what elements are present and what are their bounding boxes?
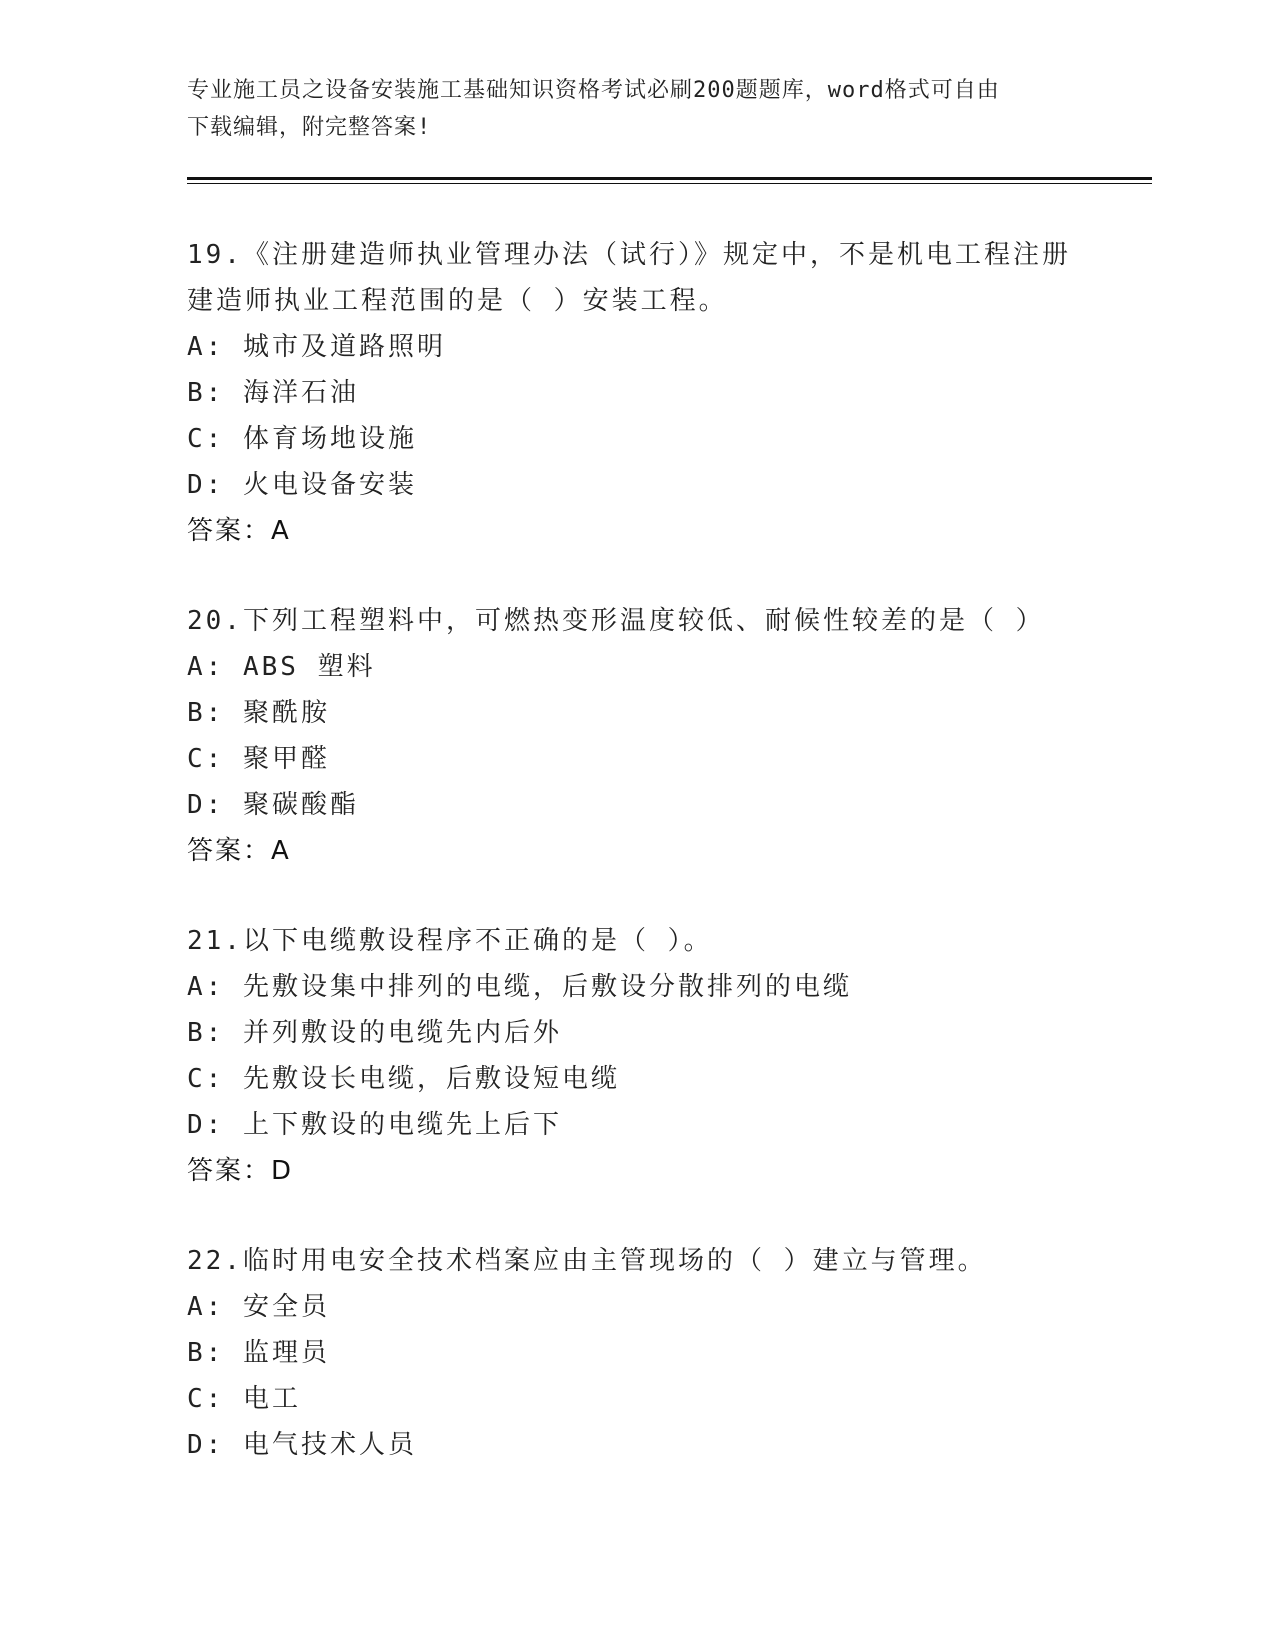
question-stem: 22.临时用电安全技术档案应由主管现场的（ ）建立与管理。 [187, 1246, 987, 1276]
option-b: B: 监理员 [187, 1338, 330, 1368]
option-b: B: 并列敷设的电缆先内后外 [187, 1018, 562, 1048]
option-a: A: 安全员 [187, 1292, 330, 1322]
option-d: D: 电气技术人员 [187, 1430, 417, 1460]
option-c: C: 先敷设长电缆，后敷设短电缆 [187, 1064, 620, 1094]
answer-label: 答案：A [187, 836, 291, 866]
question-stem: 21.以下电缆敷设程序不正确的是（ ）。 [187, 926, 713, 956]
question-stem-continued: 建造师执业工程范围的是（ ）安装工程。 [187, 286, 728, 316]
document-header [187, 72, 1087, 146]
question-21 [187, 918, 1127, 1194]
option-d: D: 上下敷设的电缆先上后下 [187, 1110, 562, 1140]
option-a: A: 先敷设集中排列的电缆，后敷设分散排列的电缆 [187, 972, 852, 1002]
option-a: A: 城市及道路照明 [187, 332, 446, 362]
option-b: B: 海洋石油 [187, 378, 359, 408]
header-divider-thin [187, 183, 1152, 184]
header-line-1: 专业施工员之设备安装施工基础知识资格考试必刷200题题库，word格式可自由 [187, 78, 1000, 103]
answer-label: 答案：D [187, 1156, 294, 1186]
option-d: D: 火电设备安装 [187, 470, 417, 500]
question-stem: 20.下列工程塑料中，可燃热变形温度较低、耐候性较差的是（ ） [187, 606, 1045, 636]
option-a: A: ABS 塑料 [187, 652, 376, 682]
question-22 [187, 1238, 1127, 1468]
answer-label: 答案：A [187, 516, 291, 546]
option-c: C: 聚甲醛 [187, 744, 330, 774]
option-c: C: 体育场地设施 [187, 424, 417, 454]
header-line-2: 下载编辑，附完整答案! [187, 115, 432, 140]
question-list [187, 232, 1127, 1512]
question-20 [187, 598, 1127, 874]
question-stem: 19.《注册建造师执业管理办法（试行）》规定中，不是机电工程注册 [187, 240, 1071, 270]
option-d: D: 聚碳酸酯 [187, 790, 359, 820]
option-c: C: 电工 [187, 1384, 301, 1414]
question-19 [187, 232, 1127, 554]
option-b: B: 聚酰胺 [187, 698, 330, 728]
header-divider-thick [187, 177, 1152, 180]
